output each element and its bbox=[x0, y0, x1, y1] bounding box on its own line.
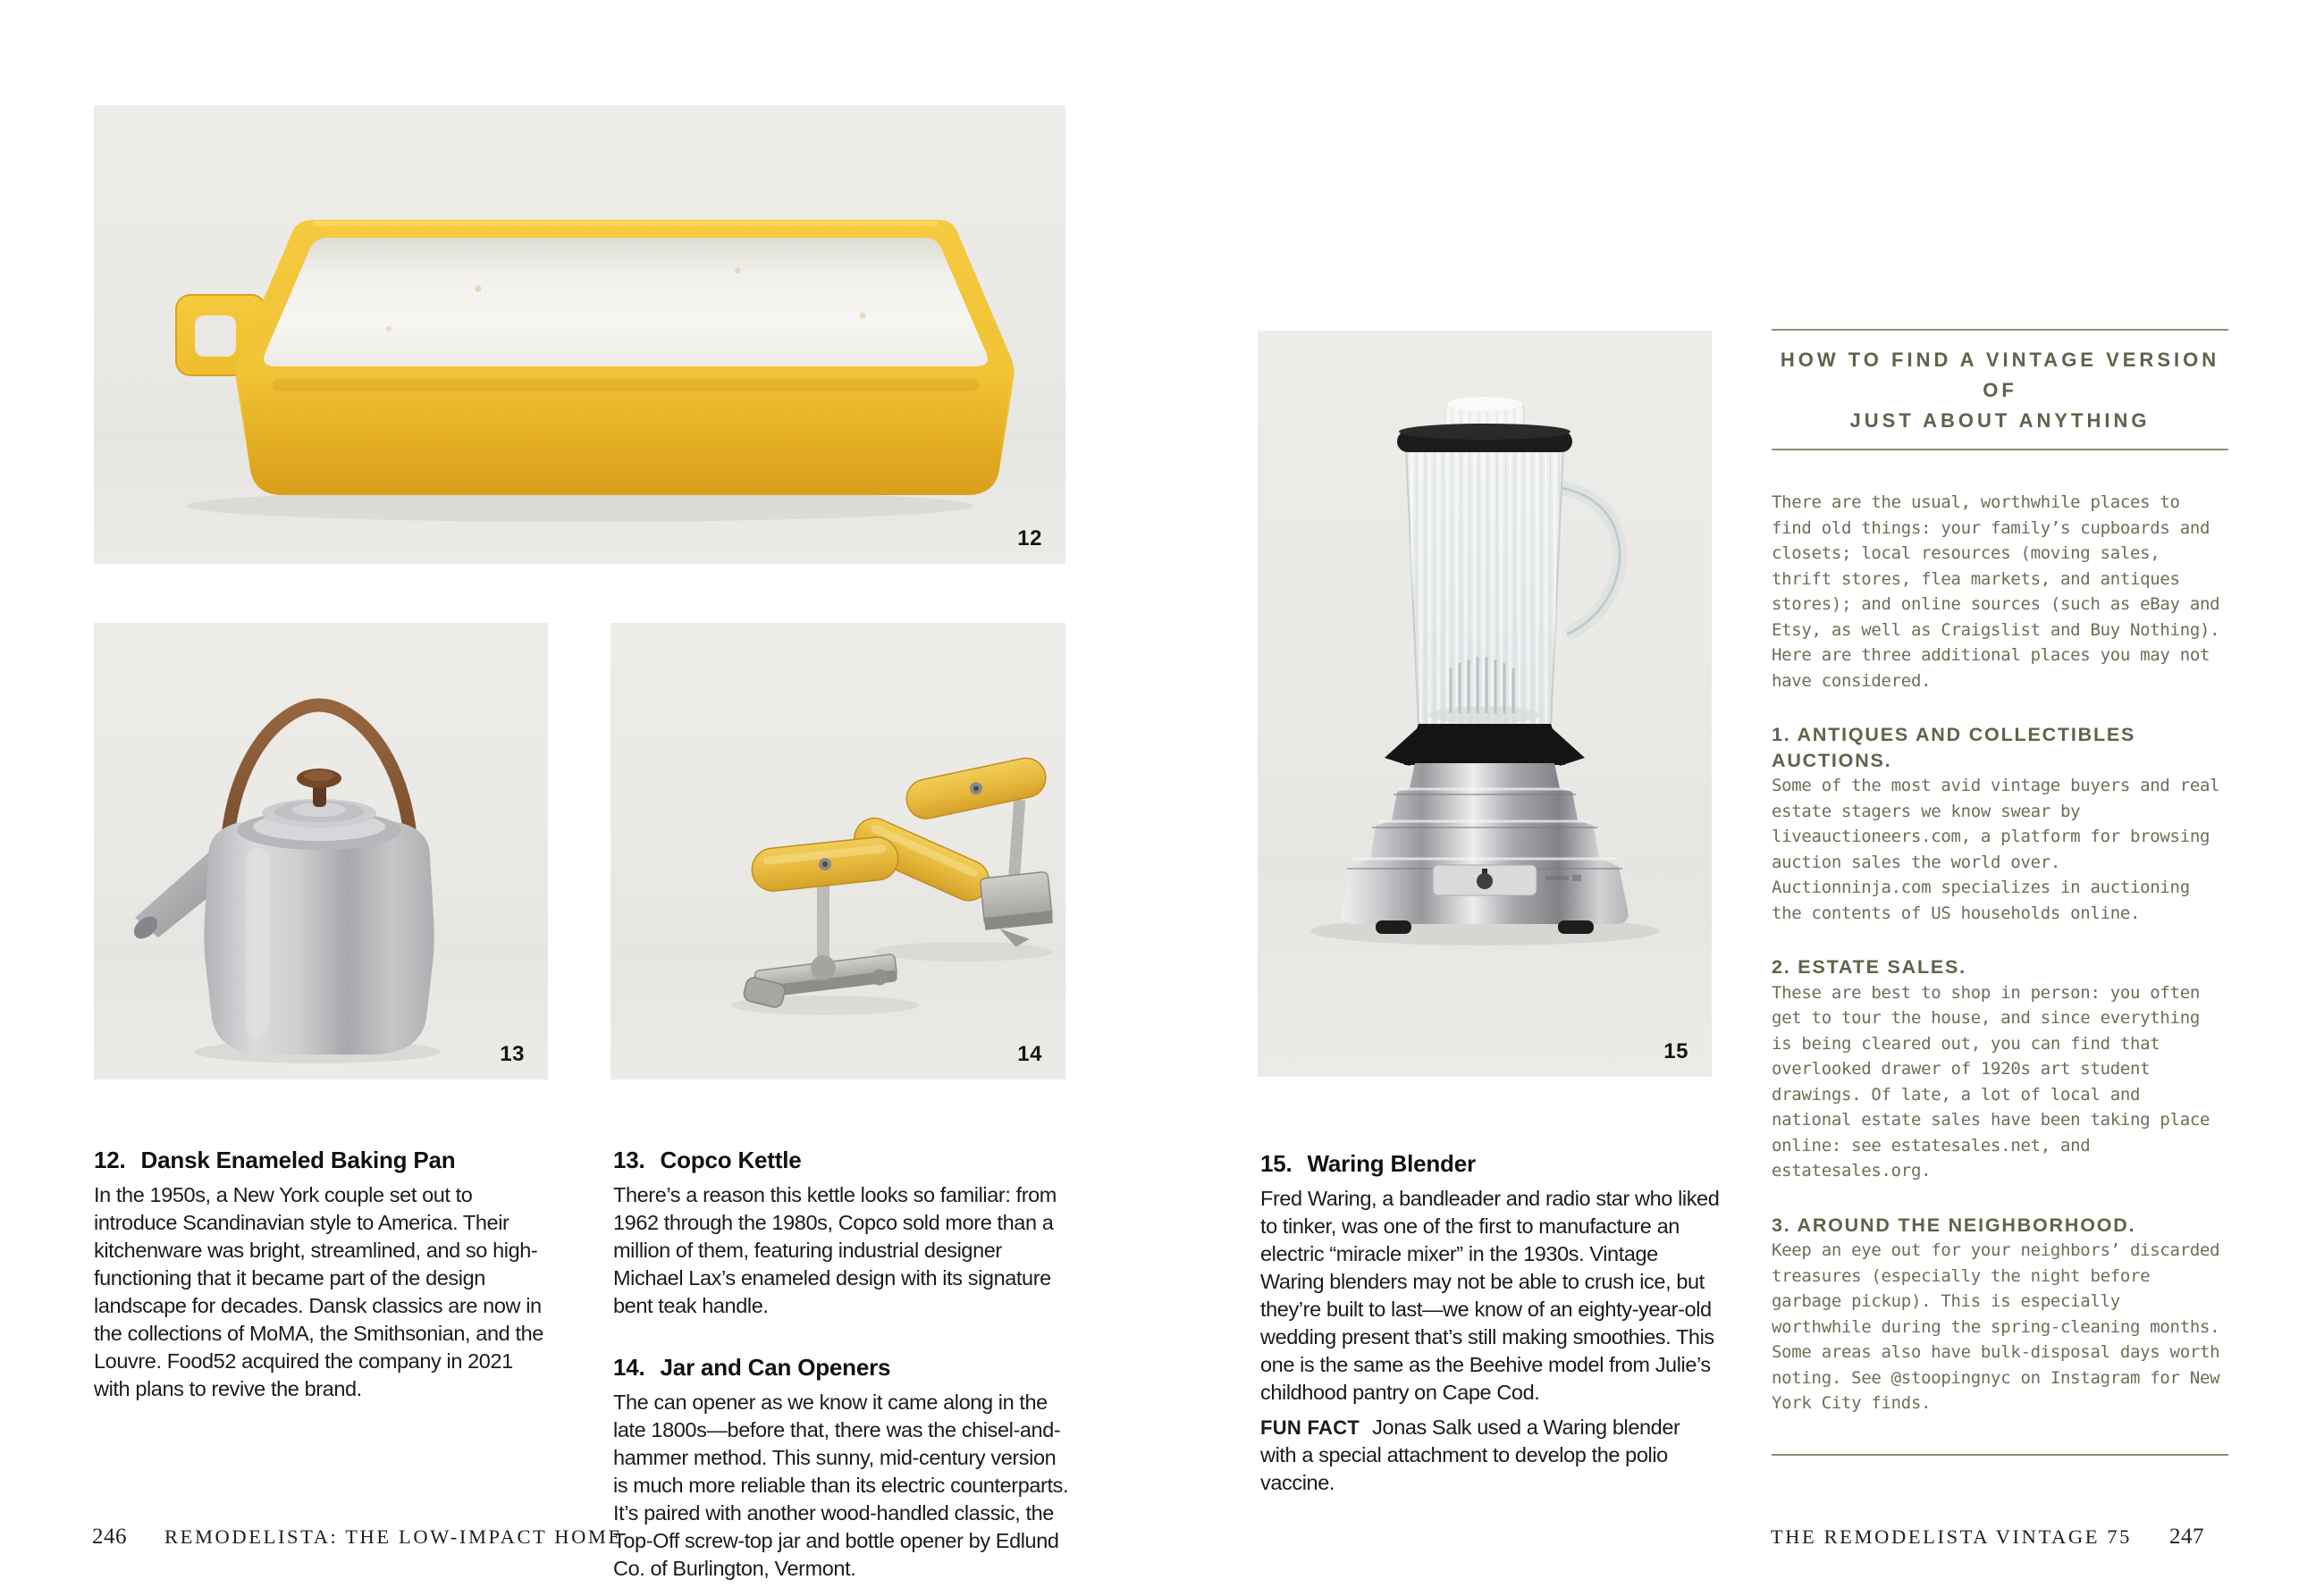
left-page-footer bbox=[92, 1525, 623, 1550]
caption-body: Fred Waring, a bandleader and radio star who liked to tinker, was one of the first to manufacture an electric “miracle mixer” in the 1930s. Vintage Waring blenders may not be able to crush ice, but they’re built to last—we know of an eighty-year-old wedding present that’s still making smoothies. This one is the same as the Beehive model from Julie’s childhood pantry on Cape Cod. bbox=[1260, 1187, 1720, 1404]
blender-jar-handle bbox=[1562, 488, 1620, 634]
caption-title-text: Copco Kettle bbox=[660, 1147, 802, 1173]
caption-number: 15. bbox=[1260, 1150, 1293, 1177]
baking-pan-illustration bbox=[94, 105, 1065, 564]
caption-body: There’s a reason this kettle looks so familiar: from 1962 through the 1980s, Copco sold more than a million of them, featuring industrial designer Michael Lax’s enameled design with its signature bent teak handle. bbox=[613, 1183, 1057, 1317]
caption-number: 12. bbox=[94, 1147, 126, 1173]
kettle-body bbox=[204, 821, 434, 1054]
caption-kettle bbox=[613, 1147, 1071, 1320]
sidebar-bottom-rule bbox=[1772, 1454, 2228, 1456]
sidebar-title-line-2: JUST ABOUT ANYTHING bbox=[1849, 409, 2151, 432]
caption-title-text: Dansk Enameled Baking Pan bbox=[140, 1147, 456, 1173]
sidebar-section-3-heading: 3. AROUND THE NEIGHBORHOOD. bbox=[1772, 1214, 2136, 1236]
sidebar-section-1-body: Some of the most avid vintage buyers and real estate stagers we know swear by liveauctioneers.com, a platform for browsing auction sales the world over. Auctionninja.com specializes in auctioning the contents of US households online. bbox=[1772, 776, 2220, 923]
caption-number: 14. bbox=[613, 1354, 645, 1381]
blender-illustration bbox=[1258, 331, 1712, 1077]
caption-body: The can opener as we know it came along in the late 1800s—before that, there was the chisel-and-hammer method. This sunny, mid-century version is much more reliable than its electric counterparts. It’s paired with another wood-handled classic, the Top-Off screw-top jar and bottle opener by Edlund Co. of Burlington, Vermont. bbox=[613, 1391, 1069, 1580]
caption-baking-pan bbox=[94, 1147, 545, 1403]
photo-baking-pan bbox=[94, 105, 1065, 564]
sidebar-title-line-1: HOW TO FIND A VINTAGE VERSION OF bbox=[1780, 349, 2220, 401]
blender-base bbox=[1342, 763, 1629, 924]
openers-illustration bbox=[610, 623, 1065, 1080]
caption-number: 13. bbox=[613, 1147, 645, 1173]
sidebar-vintage-guide bbox=[1772, 329, 2228, 1456]
photo-number: 14 bbox=[1017, 1042, 1042, 1066]
photo-number: 13 bbox=[500, 1042, 525, 1066]
left-page-number: 246 bbox=[92, 1525, 127, 1549]
caption-title bbox=[1260, 1150, 1721, 1178]
right-running-head: THE REMODELISTA VINTAGE 75 bbox=[1770, 1525, 2132, 1548]
caption-blender bbox=[1260, 1150, 1721, 1497]
right-page-footer bbox=[1771, 1525, 2204, 1550]
photo-number: 12 bbox=[1017, 526, 1042, 550]
caption-body: In the 1950s, a New York couple set out to introduce Scandinavian style to America. Their kitchenware was bright, streamlined, and so high-functioning that it became part of the design landscape for decades. Dansk classics are now in the collections of MoMA, the Smithsonian, and the Louvre. Food52 acquired the company in 2021 with plans to revive the brand. bbox=[94, 1183, 543, 1400]
opener-front bbox=[743, 836, 901, 1009]
photo-number: 15 bbox=[1663, 1039, 1688, 1063]
right-page-number: 247 bbox=[2169, 1525, 2204, 1549]
sidebar-intro: There are the usual, worthwhile places to find old things: your family’s cupboards and closets; local resources (moving sales, thrift stores, flea markets, and antiques stores); and online sources (such as eBay and Etsy, as well as Craigslist and Buy Nothing). Here are three additional places you may not have considered. bbox=[1772, 492, 2220, 691]
caption-title-text: Waring Blender bbox=[1307, 1150, 1476, 1177]
caption-title bbox=[613, 1147, 1071, 1174]
left-running-head: REMODELISTA: THE LOW-IMPACT HOME bbox=[164, 1525, 623, 1548]
fun-fact-label: FUN FACT bbox=[1260, 1416, 1360, 1439]
photo-kettle bbox=[94, 623, 548, 1080]
blender-toggle bbox=[1477, 873, 1493, 889]
photo-openers bbox=[610, 623, 1065, 1080]
fun-fact-text: Jonas Salk used a Waring blender with a special attachment to develop the polio vaccine. bbox=[1260, 1416, 1680, 1494]
caption-title bbox=[94, 1147, 545, 1174]
caption-openers bbox=[613, 1354, 1071, 1583]
sidebar-section-1-heading: 1. ANTIQUES AND COLLECTIBLES AUCTIONS. bbox=[1772, 724, 2136, 771]
sidebar-section-2-body: These are best to shop in person: you often get to tour the house, and since everything is being cleared out, you can find that overlooked drawer of 1920s art student drawings. Of late, a lot of local and national estate sales have been taking place online: see estatesales.net, and estatesales.org. bbox=[1772, 982, 2210, 1180]
sidebar-section-2-heading: 2. ESTATE SALES. bbox=[1772, 956, 1966, 978]
caption-title-text: Jar and Can Openers bbox=[660, 1354, 891, 1381]
blender-jar bbox=[1406, 447, 1563, 726]
blender-coupling bbox=[1404, 724, 1565, 765]
caption-title bbox=[613, 1354, 1071, 1382]
caption-column-middle bbox=[613, 1147, 1071, 1583]
sidebar-section-3-body: Keep an eye out for your neighbors’ discarded treasures (especially the night before garbage pickup). This is especially worthwhile during the spring-cleaning months. Some areas also have bulk-disposal days worth noting. See @stoopingnyc on Instagram for New York City finds. bbox=[1772, 1240, 2220, 1413]
fun-fact bbox=[1260, 1414, 1721, 1497]
photo-blender bbox=[1258, 331, 1712, 1077]
kettle-illustration bbox=[94, 623, 548, 1080]
sidebar-title bbox=[1772, 329, 2228, 450]
